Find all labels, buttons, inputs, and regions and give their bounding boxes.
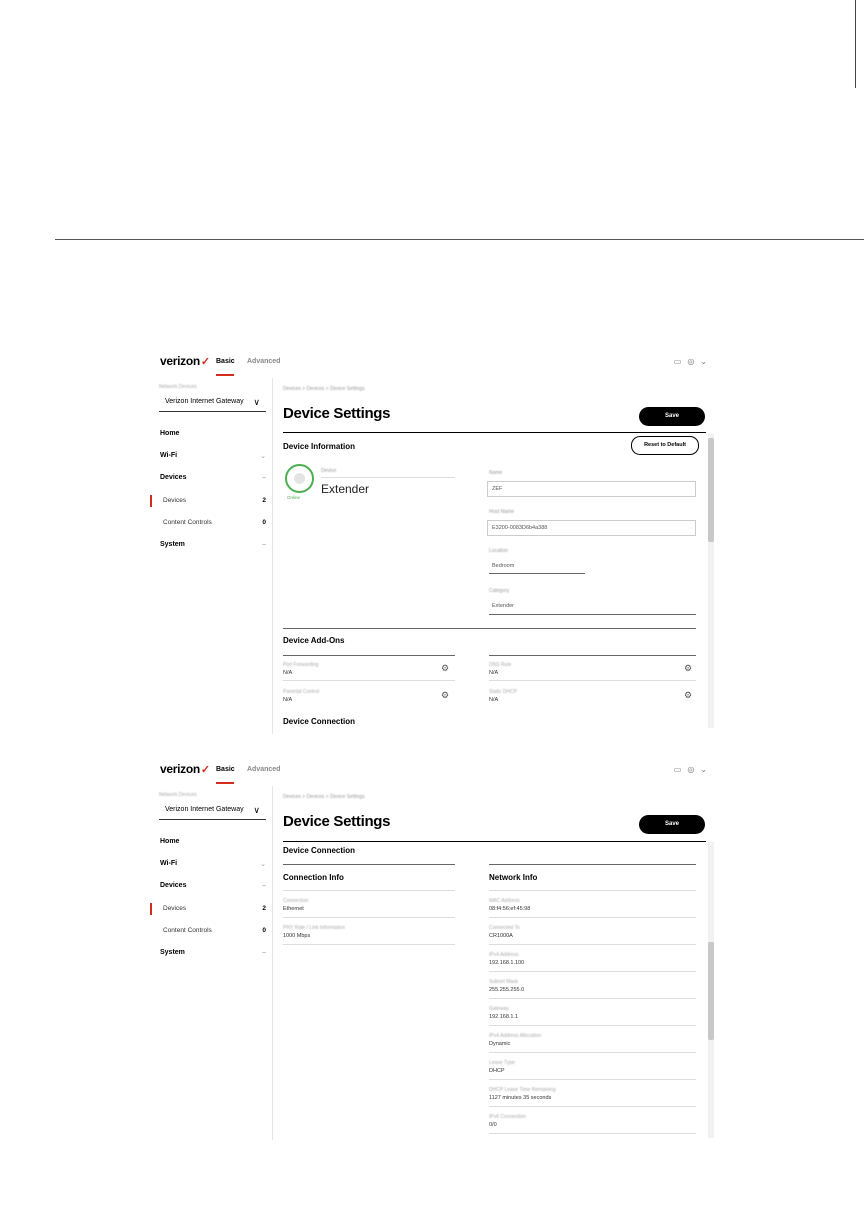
breadcrumb[interactable]: Devices > Devices > Device Settings	[283, 386, 365, 392]
addon-label: Static DHCP	[489, 689, 518, 695]
verizon-logo: verizon✓	[160, 354, 210, 368]
connection-info-heading: Connection Info	[283, 873, 344, 882]
name-label: Name	[489, 470, 503, 476]
sidebar-sub-devices[interactable]: Devices 2	[163, 497, 266, 504]
top-bar	[150, 348, 715, 378]
connection-left-rule	[283, 864, 455, 865]
host-name-label: Host Name	[489, 509, 515, 515]
addons-left-rule	[283, 655, 455, 656]
chevron-down-icon[interactable]: ⌄	[700, 357, 707, 366]
divider	[489, 998, 696, 999]
active-item-indicator	[150, 903, 152, 915]
addon-value: N/A	[283, 670, 293, 676]
sidebar	[150, 378, 273, 734]
sidebar-item-home[interactable]: Home	[160, 838, 180, 845]
gateway-select-value: Verizon Internet Gateway	[165, 806, 244, 813]
extender-device-icon	[285, 464, 314, 493]
connection-right-rule	[489, 864, 696, 865]
page-title: Device Settings	[283, 813, 391, 830]
connection-value: Ethernet	[283, 906, 304, 912]
device-information-heading: Device Information	[283, 442, 356, 451]
name-field[interactable]	[487, 481, 696, 497]
active-tab-indicator	[216, 782, 234, 784]
divider	[489, 680, 696, 681]
save-button[interactable]: Save	[639, 815, 705, 834]
sidebar-sub-devices[interactable]: Devices 2	[163, 905, 266, 912]
sidebar-item-devices[interactable]: Devices –	[160, 474, 266, 481]
device-connection-heading: Device Connection	[283, 717, 356, 726]
addons-right-rule	[489, 655, 696, 656]
network-info-label: MAC Address	[489, 898, 520, 904]
network-devices-caption: Network Devices	[159, 384, 197, 390]
network-info-label: IPv4 Address Allocation	[489, 1033, 542, 1039]
divider	[489, 1025, 696, 1026]
network-info-value: 192.168.1.1	[489, 1014, 519, 1020]
sidebar-sub-content-controls[interactable]: Content Controls 0	[163, 519, 266, 526]
sidebar-item-system[interactable]: System –	[160, 949, 266, 956]
addon-label: DNS Rule	[489, 662, 512, 668]
collapse-icon: –	[262, 474, 266, 481]
title-divider	[283, 432, 706, 433]
divider	[283, 917, 455, 918]
divider	[283, 890, 455, 891]
save-button[interactable]: Save	[639, 407, 705, 426]
collapse-icon: –	[262, 882, 266, 889]
sidebar-item-wifi[interactable]: Wi-Fi ⌄	[160, 452, 266, 460]
location-label: Location	[489, 548, 508, 554]
gear-icon[interactable]: ⚙	[441, 663, 450, 673]
divider	[321, 477, 455, 478]
sidebar-sub-content-controls[interactable]: Content Controls 0	[163, 927, 266, 934]
network-info-label: Subnet Mask	[489, 979, 519, 985]
network-info-label: Gateway	[489, 1006, 509, 1012]
section-divider	[55, 239, 864, 240]
top-bar	[150, 756, 715, 786]
sidebar-item-wifi[interactable]: Wi-Fi ⌄	[160, 860, 266, 868]
network-info-label: DHCP Lease Time Remaining	[489, 1087, 556, 1093]
chevron-down-icon: ∨	[253, 805, 260, 815]
device-status: Online	[287, 495, 301, 500]
addon-label: Port Forwarding	[283, 662, 319, 668]
network-info-heading: Network Info	[489, 873, 538, 882]
reset-to-default-button[interactable]: Reset to Default	[631, 436, 699, 455]
connection-label: Connection	[283, 898, 309, 904]
verizon-logo: verizon✓	[160, 762, 210, 776]
device-caption: Device	[321, 468, 337, 474]
category-value: Extender	[492, 603, 515, 609]
sidebar-item-devices[interactable]: Devices –	[160, 882, 266, 889]
divider	[283, 680, 455, 681]
location-value: Bedroom	[492, 563, 515, 569]
network-info-value: 192.168.1.100	[489, 960, 525, 966]
name-value: ZEF	[492, 486, 503, 492]
tab-basic[interactable]: Basic	[216, 766, 235, 773]
section-divider	[283, 628, 696, 629]
phy-rate-label: PHY Rate / Link Information	[283, 925, 345, 931]
tab-basic[interactable]: Basic	[216, 358, 235, 365]
gateway-select[interactable]	[159, 801, 266, 820]
scrollbar-thumb[interactable]	[708, 438, 714, 542]
divider	[489, 944, 696, 945]
network-devices-caption: Network Devices	[159, 792, 197, 798]
network-info-value: 1127 minutes 35 seconds	[489, 1095, 552, 1101]
sidebar-item-system[interactable]: System –	[160, 541, 266, 548]
network-info-label: IPv4 Address	[489, 952, 519, 958]
divider	[489, 1106, 696, 1107]
page-title: Device Settings	[283, 405, 391, 422]
category-select-underline[interactable]	[489, 614, 696, 615]
chevron-down-icon[interactable]: ⌄	[700, 765, 707, 774]
phy-rate-value: 1000 Mbps	[283, 933, 311, 939]
title-divider	[283, 841, 706, 842]
sidebar	[150, 786, 273, 1140]
top-icons	[668, 765, 707, 774]
addon-label: Parental Control	[283, 689, 320, 695]
divider	[489, 1079, 696, 1080]
network-info-label: IPv6 Connection	[489, 1114, 526, 1120]
expand-icon: ⌄	[260, 861, 266, 868]
divider	[283, 944, 455, 945]
page-edge-rule	[855, 0, 856, 88]
addon-value: N/A	[489, 697, 499, 703]
expand-icon: –	[262, 541, 266, 548]
divider	[489, 1052, 696, 1053]
divider	[489, 971, 696, 972]
divider	[489, 1133, 696, 1134]
network-info-value: 255.255.255.0	[489, 987, 525, 993]
gear-icon[interactable]: ⚙	[441, 690, 450, 700]
divider	[489, 890, 696, 891]
addon-value: N/A	[283, 697, 293, 703]
network-info-value: CR1000A	[489, 933, 513, 939]
breadcrumb[interactable]: Devices > Devices > Device Settings	[283, 794, 365, 800]
location-select-underline[interactable]	[489, 573, 585, 574]
device-information-screenshot	[150, 348, 715, 734]
network-info-value: Dynamic	[489, 1041, 511, 1047]
host-name-value: E3200-0083D6b4a388	[492, 525, 548, 531]
device-name: Extender	[321, 482, 370, 496]
gear-icon[interactable]: ⚙	[684, 690, 693, 700]
flag-icon[interactable]: ▭	[673, 765, 682, 774]
tab-advanced[interactable]: Advanced	[247, 358, 281, 365]
sidebar-item-home[interactable]: Home	[160, 430, 180, 437]
network-info-label: Connected To	[489, 925, 520, 931]
main-content	[273, 378, 715, 734]
network-info-label: Lease Type	[489, 1060, 515, 1066]
device-connection-heading: Device Connection	[283, 846, 356, 855]
flag-icon[interactable]: ▭	[673, 357, 682, 366]
scrollbar-thumb[interactable]	[708, 942, 714, 1040]
addon-value: N/A	[489, 670, 499, 676]
user-icon[interactable]: ◎	[687, 765, 695, 774]
active-tab-indicator	[216, 374, 234, 376]
gateway-select-value: Verizon Internet Gateway	[165, 398, 244, 405]
device-add-ons-heading: Device Add-Ons	[283, 636, 345, 645]
divider	[489, 917, 696, 918]
expand-icon: ⌄	[260, 453, 266, 460]
active-item-indicator	[150, 495, 152, 507]
chevron-down-icon: ∨	[253, 397, 260, 407]
gateway-select[interactable]	[159, 393, 266, 412]
network-info-value: DHCP	[489, 1068, 505, 1074]
tab-advanced[interactable]: Advanced	[247, 766, 281, 773]
device-connection-screenshot	[150, 756, 715, 1140]
gear-icon[interactable]: ⚙	[684, 663, 693, 673]
category-label: Category	[489, 588, 510, 594]
network-info-value: 08:f4:56:ef:45:98	[489, 906, 531, 912]
main-content	[273, 786, 715, 1140]
top-icons	[668, 357, 707, 366]
user-icon[interactable]: ◎	[687, 357, 695, 366]
network-info-value: 0/0	[489, 1122, 497, 1128]
expand-icon: –	[262, 949, 266, 956]
